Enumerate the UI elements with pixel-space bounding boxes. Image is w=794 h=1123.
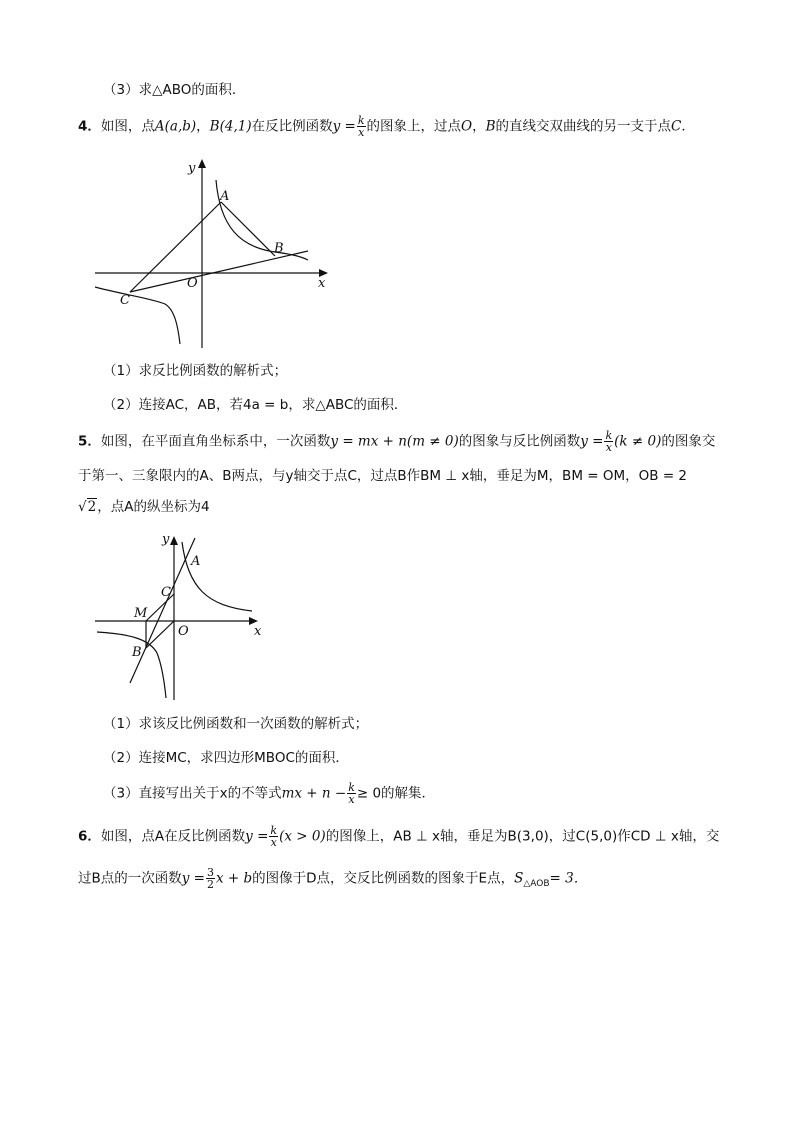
q6-lin-lhs: y = xyxy=(181,870,205,887)
q6-area-rest: = 3． xyxy=(549,870,588,887)
q5-fraction xyxy=(604,430,613,453)
q6-lin-fraction xyxy=(206,867,215,890)
q6-area-s: S xyxy=(514,870,524,887)
q4-number: 4． xyxy=(78,118,101,135)
q5-sqrt: √2 xyxy=(78,499,97,515)
q4-hyperbola-q1 xyxy=(216,180,308,260)
q4-sep1: ， xyxy=(196,118,210,135)
q4-b: B xyxy=(485,118,496,135)
q5-label-c: C xyxy=(161,585,171,600)
q5-part3 xyxy=(103,782,435,805)
q4-point-a: A(a,b) xyxy=(154,118,197,135)
q4-c: C xyxy=(671,118,682,135)
q5-y-arrow xyxy=(170,536,178,545)
q5-part3-a: （3）直接写出关于x的不等式 xyxy=(103,785,282,802)
q4-y-arrow xyxy=(198,159,206,168)
q4-point-b: B(4,1) xyxy=(209,118,252,135)
q5-part2: （2）连接MC，求四边形MBOC的面积． xyxy=(103,750,349,766)
q5-line3 xyxy=(78,497,210,517)
q5-func-lhs: y = xyxy=(580,433,604,450)
q4-label-a: A xyxy=(220,189,230,204)
q5-label-y: y xyxy=(162,532,170,547)
q4-end: ． xyxy=(681,118,695,135)
q6-frac-num: k xyxy=(270,824,278,837)
q5-number: 5． xyxy=(78,433,101,450)
q6-stem-a: 如图，点A在反比例函数 xyxy=(100,828,246,845)
q4-label-o: O xyxy=(187,276,198,291)
q5-stem-c: 的图象交 xyxy=(661,433,716,450)
q6-line2-b: 的图像于D点，交反比例函数的图象于E点， xyxy=(252,870,515,887)
q5-label-a: A xyxy=(191,554,201,569)
q5-frac-num: k xyxy=(605,429,613,442)
q4-stem-a: 如图，点 xyxy=(100,118,155,135)
q6-line2-a: 过B点的一次函数 xyxy=(78,870,182,887)
q5-segment-ob xyxy=(146,621,174,648)
q4-stem xyxy=(78,115,695,138)
q6-fraction xyxy=(269,825,278,848)
q5-stem-a: 如图，在平面直角坐标系中，一次函数 xyxy=(100,433,331,450)
q5-part3-num: k xyxy=(348,781,355,794)
q4-label-y: y xyxy=(188,161,196,176)
q4-part1: （1）求反比例函数的解析式； xyxy=(103,363,288,379)
q3-part3: （3）求△ABO的面积． xyxy=(103,82,246,98)
q5-stem xyxy=(78,430,715,453)
q6-stem xyxy=(78,825,719,848)
q4-line-cb xyxy=(130,251,308,292)
q6-area-sub: △AOB xyxy=(523,879,550,890)
q5-stem-b: 的图象与反比例函数 xyxy=(458,433,581,450)
q5-hyperbola-q3 xyxy=(97,632,166,698)
q5-hyperbola-q1 xyxy=(182,542,252,611)
q5-figure xyxy=(92,528,267,703)
q4-figure xyxy=(90,152,335,350)
q6-cond: (x > 0) xyxy=(279,828,326,845)
q5-radicand: 2 xyxy=(87,499,97,515)
q4-stem-d: 的直线交双曲线的另一支于点 xyxy=(495,118,672,135)
q6-lin-rest: x + b xyxy=(216,870,253,887)
q6-stem-b: 的图像上，AB ⊥ x轴，垂足为B(3,0)，过C(5,0)作CD ⊥ x轴，交 xyxy=(325,828,720,845)
q5-part3-fraction xyxy=(347,782,356,805)
q5-part1: （1）求该反比例函数和一次函数的解析式； xyxy=(103,716,369,732)
q4-sep2: ， xyxy=(472,118,486,135)
q4-label-x: x xyxy=(318,276,326,291)
q5-part3-den: x xyxy=(348,793,355,806)
q4-label-b: B xyxy=(274,241,284,256)
q6-func-lhs: y = xyxy=(245,828,269,845)
q4-label-c: C xyxy=(120,293,130,308)
q5-label-x: x xyxy=(254,624,262,639)
q4-stem-b: 在反比例函数 xyxy=(251,118,333,135)
q4-frac-num: k xyxy=(357,114,365,127)
q6-lin-den: 2 xyxy=(207,878,214,891)
q4-line-ab xyxy=(221,202,275,256)
q5-frac-den: x xyxy=(605,441,612,454)
q5-line3-text: ，点A的纵坐标为4 xyxy=(97,499,210,515)
q4-func-lhs: y = xyxy=(332,118,356,135)
q5-line2: 于第一、三象限内的A、B两点，与y轴交于点C，过点B作BM ⊥ x轴，垂足为M，BM = OM，OB = 2 xyxy=(78,468,688,484)
q6-line2 xyxy=(78,867,587,894)
q6-number: 6． xyxy=(78,828,101,845)
q5-part3-expr: mx + n − xyxy=(281,785,347,802)
q4-part2: （2）连接AC，AB，若4a = b，求△ABC的面积． xyxy=(103,397,408,413)
q4-o: O xyxy=(461,118,473,135)
q6-lin-num: 3 xyxy=(207,866,214,879)
q4-hyperbola-q3 xyxy=(95,287,180,344)
q4-frac-den: x xyxy=(358,126,365,139)
q4-line-ca xyxy=(130,202,221,292)
q6-frac-den: x xyxy=(270,836,277,849)
q5-linear: y = mx + n(m ≠ 0) xyxy=(330,433,459,450)
q5-label-b: B xyxy=(132,645,142,660)
q5-part3-b: ≥ 0的解集． xyxy=(356,785,436,802)
q5-label-m: M xyxy=(134,606,148,621)
q4-stem-c: 的图象上，过点 xyxy=(366,118,462,135)
q5-cond: (k ≠ 0) xyxy=(614,433,662,450)
q4-fraction xyxy=(357,115,366,138)
q5-label-o: O xyxy=(178,624,189,639)
